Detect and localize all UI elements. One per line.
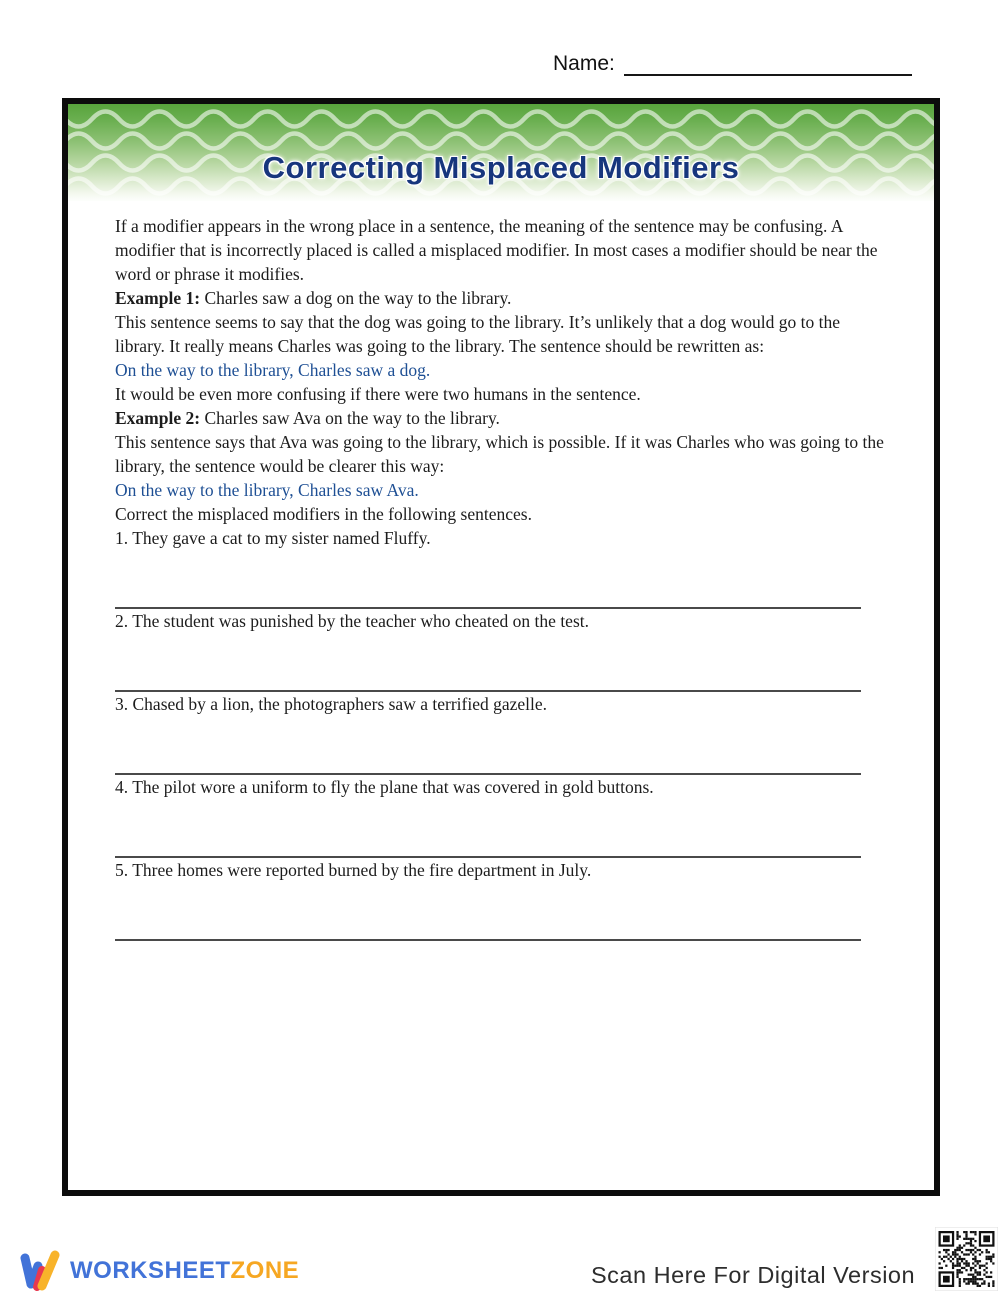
worksheet-content (115, 214, 886, 941)
worksheet-header (68, 104, 934, 201)
worksheet-title: Correcting Misplaced Modifiers (262, 150, 740, 185)
qr-code-image (935, 1227, 998, 1291)
example1-text: Charles saw a dog on the way to the library. (204, 288, 512, 308)
worksheet-zone-logo-icon (18, 1250, 64, 1292)
question-5 (115, 858, 886, 882)
name-label: Name: (553, 52, 615, 75)
question-2 (115, 609, 886, 633)
intro-paragraph: If a modifier appears in the wrong place in a sentence, the meaning of the sentence may be confusing. A modifier that is incorrectly placed is called a misplaced modifier. In most cases a modifier should be near the word or phrase it modifies. (115, 216, 878, 284)
question-1-text: They gave a cat to my sister named Fluffy. (132, 528, 431, 548)
question-2-number: 2. (115, 611, 129, 631)
question-4 (115, 775, 886, 799)
question-5-text: Three homes were reported burned by the fire department in July. (132, 860, 592, 880)
logo-text-zone: ZONE (230, 1257, 300, 1284)
example1-corrected-sentence: On the way to the library, Charles saw a dog. (115, 360, 431, 380)
worksheet-zone-logo (18, 1250, 299, 1292)
question-3 (115, 692, 886, 716)
example2-explanation: This sentence says that Ava was going to the library, which is possible. If it was Charles who was going to the library, the sentence would be clearer this way: (115, 432, 884, 476)
question-5-number: 5. (115, 860, 129, 880)
logo-text (70, 1257, 299, 1285)
logo-text-worksheet: WORKSHEET (70, 1257, 231, 1284)
example1-note: It would be even more confusing if there were two humans in the sentence. (115, 384, 641, 404)
question-1-number: 1. (115, 528, 129, 548)
question-3-text: Chased by a lion, the photographers saw a terrified gazelle. (132, 694, 548, 714)
qr-code (935, 1227, 998, 1291)
scan-here-text: Scan Here For Digital Version (591, 1262, 916, 1288)
example1-label: Example 1: (115, 288, 201, 308)
name-row (553, 52, 913, 76)
worksheet-sheet (62, 98, 940, 1196)
name-fill-in-line[interactable] (624, 52, 912, 76)
example2-sentence (115, 406, 886, 430)
answer-line-5[interactable] (115, 939, 861, 941)
question-1 (115, 526, 886, 550)
example2-text: Charles saw Ava on the way to the library. (204, 408, 500, 428)
example1-sentence (115, 286, 886, 310)
question-4-text: The pilot wore a uniform to fly the plane that was covered in gold buttons. (132, 777, 654, 797)
question-3-number: 3. (115, 694, 129, 714)
example2-corrected-sentence: On the way to the library, Charles saw Ava. (115, 480, 419, 500)
question-4-number: 4. (115, 777, 129, 797)
example2-label: Example 2: (115, 408, 201, 428)
exercise-instructions: Correct the misplaced modifiers in the following sentences. (115, 504, 532, 524)
question-2-text: The student was punished by the teacher who cheated on the test. (132, 611, 589, 631)
example1-explanation: This sentence seems to say that the dog was going to the library. It’s unlikely that a dog would go to the library. It really means Charles was going to the library. The sentence should be rewritten as: (115, 312, 840, 356)
